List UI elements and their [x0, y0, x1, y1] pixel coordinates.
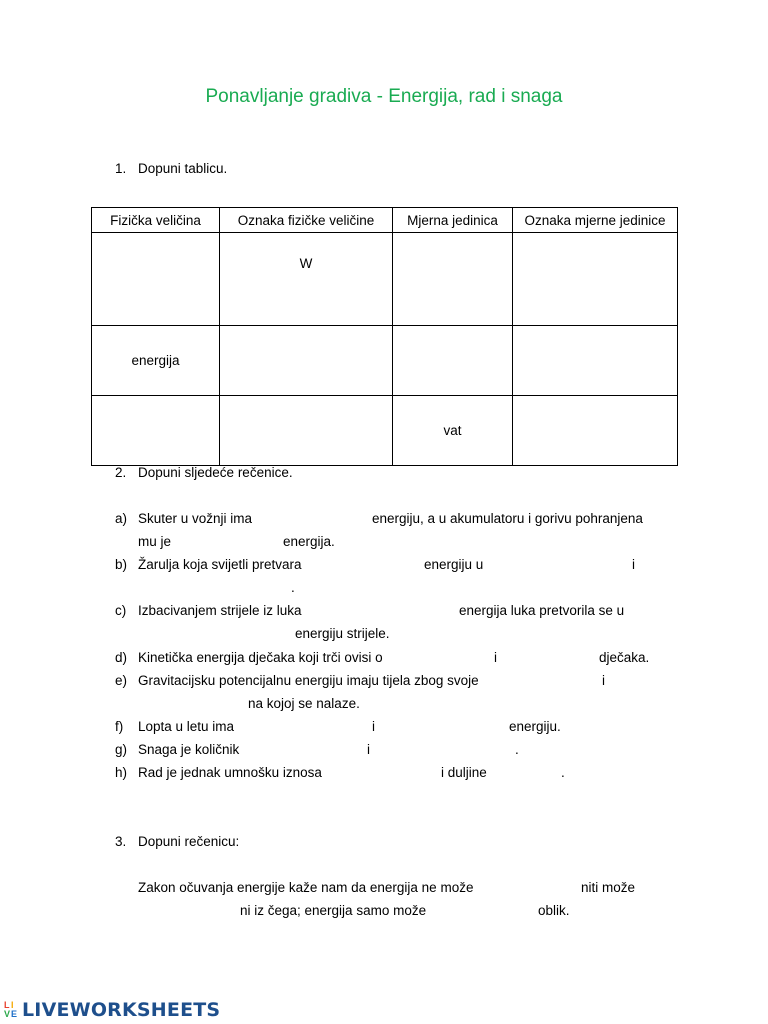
q1-number: 1.	[115, 161, 127, 176]
item-b-text: Žarulja koja svijetli pretvara	[138, 557, 302, 572]
table-header-row	[92, 208, 678, 233]
item-h-letter: h)	[115, 765, 128, 780]
item-b-text: i	[632, 557, 635, 572]
item-c-text: energija luka pretvorila se u	[459, 603, 625, 618]
item-d-text: Kinetička energija dječaka koji trči ovisi o	[138, 650, 383, 665]
table-cell: W	[220, 233, 393, 326]
table-header-cell: Oznaka mjerne jedinice	[513, 208, 678, 233]
table-cell[interactable]	[92, 233, 220, 326]
item-d-text: i	[494, 650, 497, 665]
item-c-letter: c)	[115, 603, 127, 618]
q1-text: Dopuni tablicu.	[138, 161, 228, 176]
item-d-text: dječaka.	[599, 650, 650, 665]
item-g-text: i	[367, 742, 370, 757]
item-f-text: i	[372, 719, 375, 734]
item-f-letter: f)	[115, 719, 124, 734]
item-b-letter: b)	[115, 557, 128, 572]
q2-text: Dopuni sljedeće rečenice.	[138, 465, 293, 480]
item-b-text: .	[291, 580, 295, 595]
table-row	[92, 233, 678, 326]
table-row	[92, 326, 678, 396]
item-a-letter: a)	[115, 511, 128, 526]
page-title: Ponavljanje gradiva - Energija, rad i snaga	[205, 86, 563, 107]
item-g-letter: g)	[115, 742, 128, 757]
item-g-text: Snaga je količnik	[138, 742, 240, 757]
table-cell[interactable]	[92, 396, 220, 466]
table-cell: energija	[92, 326, 220, 396]
item-c-text: Izbacivanjem strijele iz luka	[138, 603, 302, 618]
logo-text: LIVEWORKSHEETS	[22, 999, 221, 1021]
q3-sentence: ni iz čega; energija samo može	[240, 903, 427, 918]
table-cell[interactable]	[220, 326, 393, 396]
item-b-text: energiju u	[424, 557, 484, 572]
table-cell[interactable]	[513, 233, 678, 326]
table-cell[interactable]	[513, 326, 678, 396]
item-f-text: energiju.	[509, 719, 561, 734]
table-cell[interactable]	[220, 396, 393, 466]
item-h-text: .	[561, 765, 565, 780]
item-h-text: Rad je jednak umnošku iznosa	[138, 765, 322, 780]
table-cell[interactable]	[513, 396, 678, 466]
q3-number: 3.	[115, 834, 127, 849]
item-a-text: energija.	[283, 534, 335, 549]
table-header-cell: Oznaka fizičke veličine	[220, 208, 393, 233]
q3-sentence: oblik.	[538, 903, 570, 918]
table-cell: vat	[393, 396, 513, 466]
q2-number: 2.	[115, 465, 127, 480]
item-a-text: energiju, a u akumulatoru i gorivu pohranjena	[372, 511, 643, 526]
table-cell[interactable]	[393, 326, 513, 396]
item-f-text: Lopta u letu ima	[138, 719, 235, 734]
table-row	[92, 396, 678, 466]
q3-sentence: Zakon očuvanja energije kaže nam da energija ne može	[138, 880, 474, 895]
item-a-text: Skuter u vožnji ima	[138, 511, 253, 526]
item-d-letter: d)	[115, 650, 128, 665]
item-g-text: .	[515, 742, 519, 757]
item-c-text: energiju strijele.	[295, 626, 390, 641]
table-header-cell: Fizička veličina	[92, 208, 220, 233]
item-e-text: na kojoj se nalaze.	[248, 696, 360, 711]
item-e-letter: e)	[115, 673, 128, 688]
liveworksheets-logo[interactable]	[4, 996, 220, 1024]
liveworksheets-logo-icon: L I V E	[4, 1000, 18, 1019]
q3-text: Dopuni rečenicu:	[138, 834, 240, 849]
fill-table	[91, 207, 678, 466]
item-e-text: i	[602, 673, 605, 688]
item-h-text: i duljine	[441, 765, 487, 780]
table-cell[interactable]	[393, 233, 513, 326]
item-e-text: Gravitacijsku potencijalnu energiju imaju tijela zbog svoje	[138, 673, 479, 688]
item-a-text: mu je	[138, 534, 172, 549]
table-header-cell: Mjerna jedinica	[393, 208, 513, 233]
q3-sentence: niti može	[581, 880, 636, 895]
